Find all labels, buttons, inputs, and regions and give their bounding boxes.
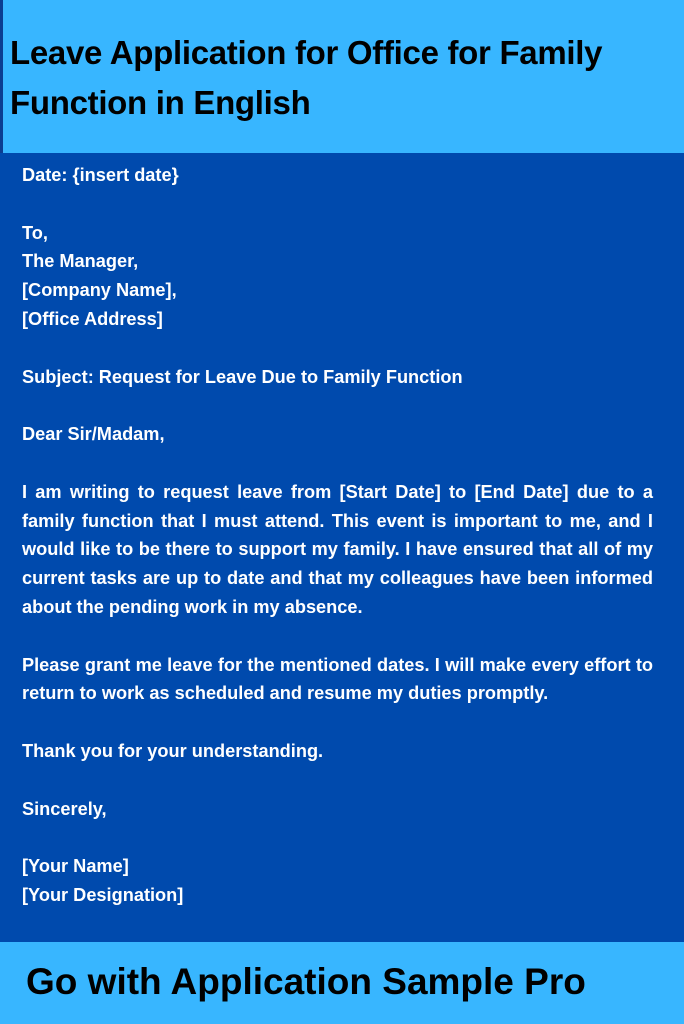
- letter-content: [22, 161, 653, 910]
- letter-date: Date: {insert date}: [22, 165, 179, 185]
- spacer: [22, 766, 653, 795]
- letter-address: [Office Address]: [22, 308, 163, 329]
- footer-banner: [0, 942, 684, 1024]
- letter-body: [0, 153, 684, 942]
- spacer: [22, 391, 653, 420]
- letter-salutation: Dear Sir/Madam,: [22, 424, 165, 445]
- header-banner: [0, 0, 684, 153]
- spacer: [22, 190, 653, 219]
- letter-company: [Company Name],: [22, 280, 177, 301]
- page-title: Leave Application for Office for Family Function in English: [10, 34, 603, 121]
- letter-closing: Sincerely,: [22, 798, 107, 819]
- spacer: [22, 449, 653, 478]
- letter-signature-designation: [Your Designation]: [22, 884, 184, 905]
- letter-signature-name: [Your Name]: [22, 856, 129, 877]
- footer-brand-text: Go with Application Sample Pro: [26, 961, 586, 1002]
- letter-thanks: Thank you for your understanding.: [22, 740, 324, 761]
- letter-paragraph-2: Please grant me leave for the mentioned dates. I will make every effort to return to work as scheduled and resume my duties promptly.: [22, 654, 653, 704]
- letter-recipient: The Manager,: [22, 251, 139, 272]
- letter-paragraph-1: I am writing to request leave from [Start Date] to [End Date] due to a family function that I must attend. This event is important to me, and I would like to be there to support my family. I have ensured that all of my current tasks are up to date and that my colleagues have been informed about the pending work in my absence.: [22, 481, 653, 617]
- letter-subject: Subject: Request for Leave Due to Family Function: [22, 366, 463, 387]
- spacer: [22, 334, 653, 363]
- spacer: [22, 823, 653, 852]
- spacer: [22, 708, 653, 737]
- letter-to: To,: [22, 222, 48, 243]
- spacer: [22, 622, 653, 651]
